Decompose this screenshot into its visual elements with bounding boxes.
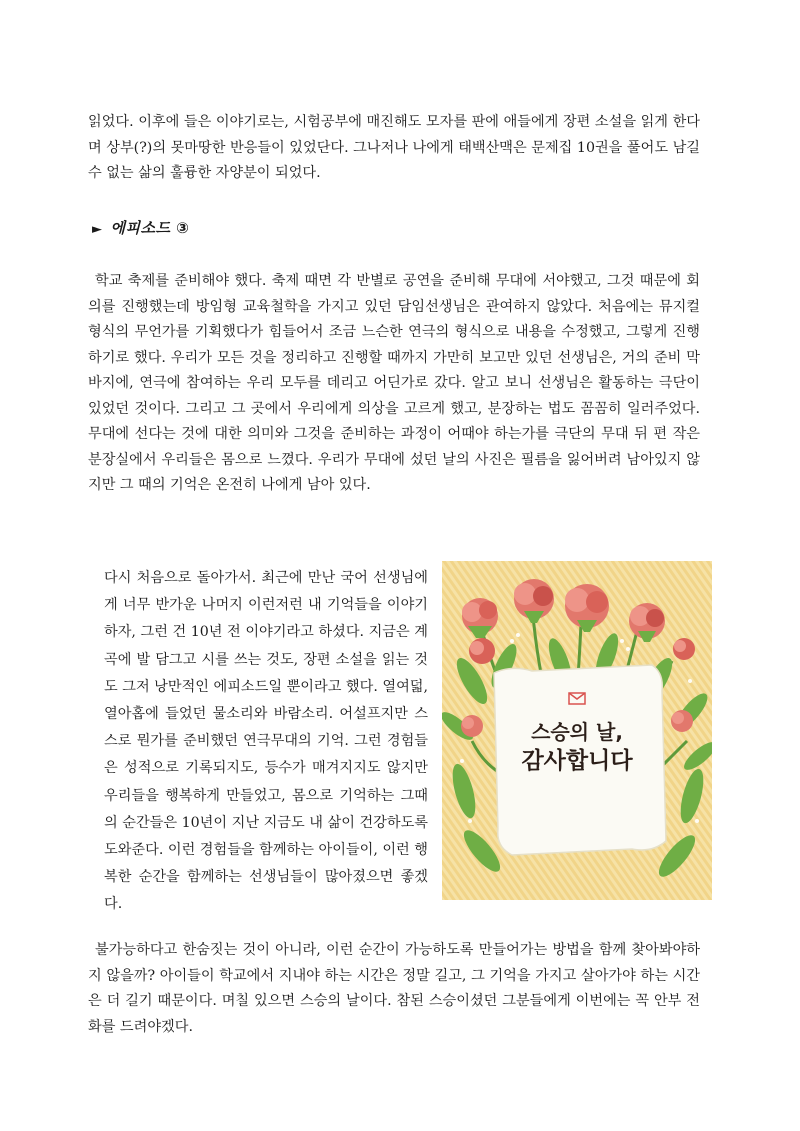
paragraph-closing-text: 불가능하다고 한숨짓는 것이 아니라, 이런 순간이 가능하도록 만들어가는 방법을 함께 찾아봐야하지 않을까? 아이들이 학교에서 지내야 하는 시간은 정말 길고, 그 기억을 가지고 살아가야 하는 시간은 더 길기 때문이다. 며칠 있으면 스승의 날이다. 참된 스승이셨던 그분들에게 이번에는 꼭 안부 전화를 드려야겠다. xyxy=(88,942,700,1035)
paragraph-teacher-memory-text: 다시 처음으로 돌아가서. 최근에 만난 국어 선생님에게 너무 반가운 나머지 이런저런 내 기억들을 이야기 하자, 그런 건 10년 전 이야기라고 하셨다. 지금은 계곡에 발 담그고 시를 쓰는 것도, 장편 소설을 읽는 것도 그저 낭만적인 에피소드일 뿐이라고 했다. 열여덟, 열아홉에 들었던 물소리와 바람소리. 어설프지만 스스로 뭔가를 준비했던 연극무대의 기억. 그런 경험들은 성적으로 기록되지도, 등수가 매겨지지도 않지만 우리들을 행복하게 만들었고, 몸으로 기억하는 그때의 순간들은 10년이 지난 지금도 내 삶이 건강하도록 도와준다. 이런 경험들을 함께하는 아이들이, 이런 행복한 순간을 함께하는 선생님들이 많아졌으면 좋겠다. xyxy=(104,570,428,913)
paragraph-teacher-memory xyxy=(104,565,428,919)
paragraph-continuation: 읽었다. 이후에 들은 이야기로는, 시험공부에 매진해도 모자를 판에 애들에게 장편 소설을 읽게 한다며 상부(?)의 못마땅한 반응들이 있었단다. 그나저나 나에게 태백산맥은 문제집 10권을 풀어도 남길 수 없는 삶의 훌륭한 자양분이 되었다. xyxy=(88,114,700,181)
card-text-line2: 감사합니다 xyxy=(521,748,633,774)
envelope-icon xyxy=(569,693,585,704)
paragraph-closing xyxy=(88,938,700,1040)
triangle-bullet-icon: ► xyxy=(92,222,103,237)
card-text-line1: 스승의 날, xyxy=(531,720,623,744)
teachers-day-illustration xyxy=(442,561,712,900)
paragraph-episode-3 xyxy=(88,269,700,499)
episode-heading xyxy=(92,217,189,238)
paragraph-episode-3-text: 학교 축제를 준비해야 했다. 축제 때면 각 반별로 공연을 준비해 무대에 서야했고, 그것 때문에 회의를 진행했는데 방임형 교육철학을 가지고 있던 담임선생님은 관여하지 않았다. 처음에는 뮤지컬 형식의 무언가를 기획했다가 힘들어서 조금 느슨한 연극의 형식으로 내용을 수정했고, 그렇게 진행하기로 했다. 우리가 모든 것을 정리하고 진행할 때까지 가만히 보고만 있던 선생님은, 거의 준비 막바지에, 연극에 참여하는 우리 모두를 데리고 어딘가로 갔다. 알고 보니 선생님은 활동하는 극단이 있었던 것이다. 그리고 그 곳에서 우리에게 의상을 고르게 했고, 분장하는 법도 꼼꼼히 일러주었다. 무대에 선다는 것에 대한 의미와 그것을 준비하는 과정이 어때야 하는가를 극단의 무대 뒤 편 작은 분장실에서 우리들은 몸으로 느꼈다. 우리가 무대에 섰던 날의 사진은 필름을 잃어버려 남아있지 않지만 그 때의 기억은 온전히 나에게 남아 있다. xyxy=(88,273,700,493)
episode-title: 에피소드 ③ xyxy=(110,219,190,237)
